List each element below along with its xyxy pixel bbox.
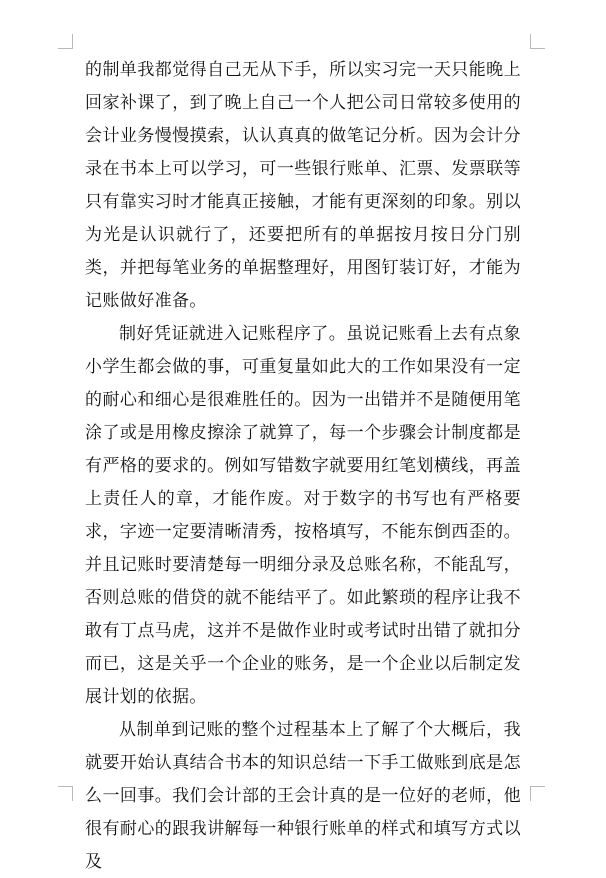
paragraph: 的制单我都觉得自己无从下手，所以实习完一天只能晚上回家补课了，到了晚上自己一个人把公司日常较多使用的会计业务慢慢摸索，认认真真的做笔记分析。因为会计分录在书本上可以学习，可一些银行账单、汇票、发票联等只有靠实习时才能真正接触，才能有更深刻的印象。别以为光是认识就行了，还要把所有的单据按月按日分门别类，并把每笔业务的单据整理好，用图钉装订好，才能为记账做好准备。 [85, 60, 521, 310]
document-body [85, 53, 521, 878]
crop-mark-top-right [530, 34, 545, 49]
crop-mark-top-left [58, 34, 73, 49]
paragraph: 制好凭证就进入记账程序了。虽说记账看上去有点象小学生都会做的事，可重复量如此大的工作如果没有一定的耐心和细心是很难胜任的。因为一出错并不是随便用笔涂了或是用橡皮擦涂了就算了，每一个步骤会计制度都是有严格的要求的。例如写错数字就要用红笔划横线，再盖上责任人的章，才能作废。对于数字的书写也有严格要求，字迹一定要清晰清秀，按格填写，不能东倒西歪的。并且记账时要清楚每一明细分录及总账名称，不能乱写，否则总账的借贷的就不能结平了。如此繁琐的程序让我不敢有丁点马虎，这并不是做作业时或考试时出错了就扣分而已，这是关乎一个企业的账务，是一个企业以后制定发展计划的依据。 [85, 324, 521, 706]
paragraph: 从制单到记账的整个过程基本上了解了个大概后，我就要开始认真结合书本的知识总结一下手工做账到底是怎么一回事。我们会计部的王会计真的是一位好的老师，他很有耐心的跟我讲解每一种银行账单的样式和填写方式以及 [85, 720, 521, 871]
crop-mark-bottom-left [58, 786, 73, 801]
crop-mark-bottom-right [530, 786, 545, 801]
